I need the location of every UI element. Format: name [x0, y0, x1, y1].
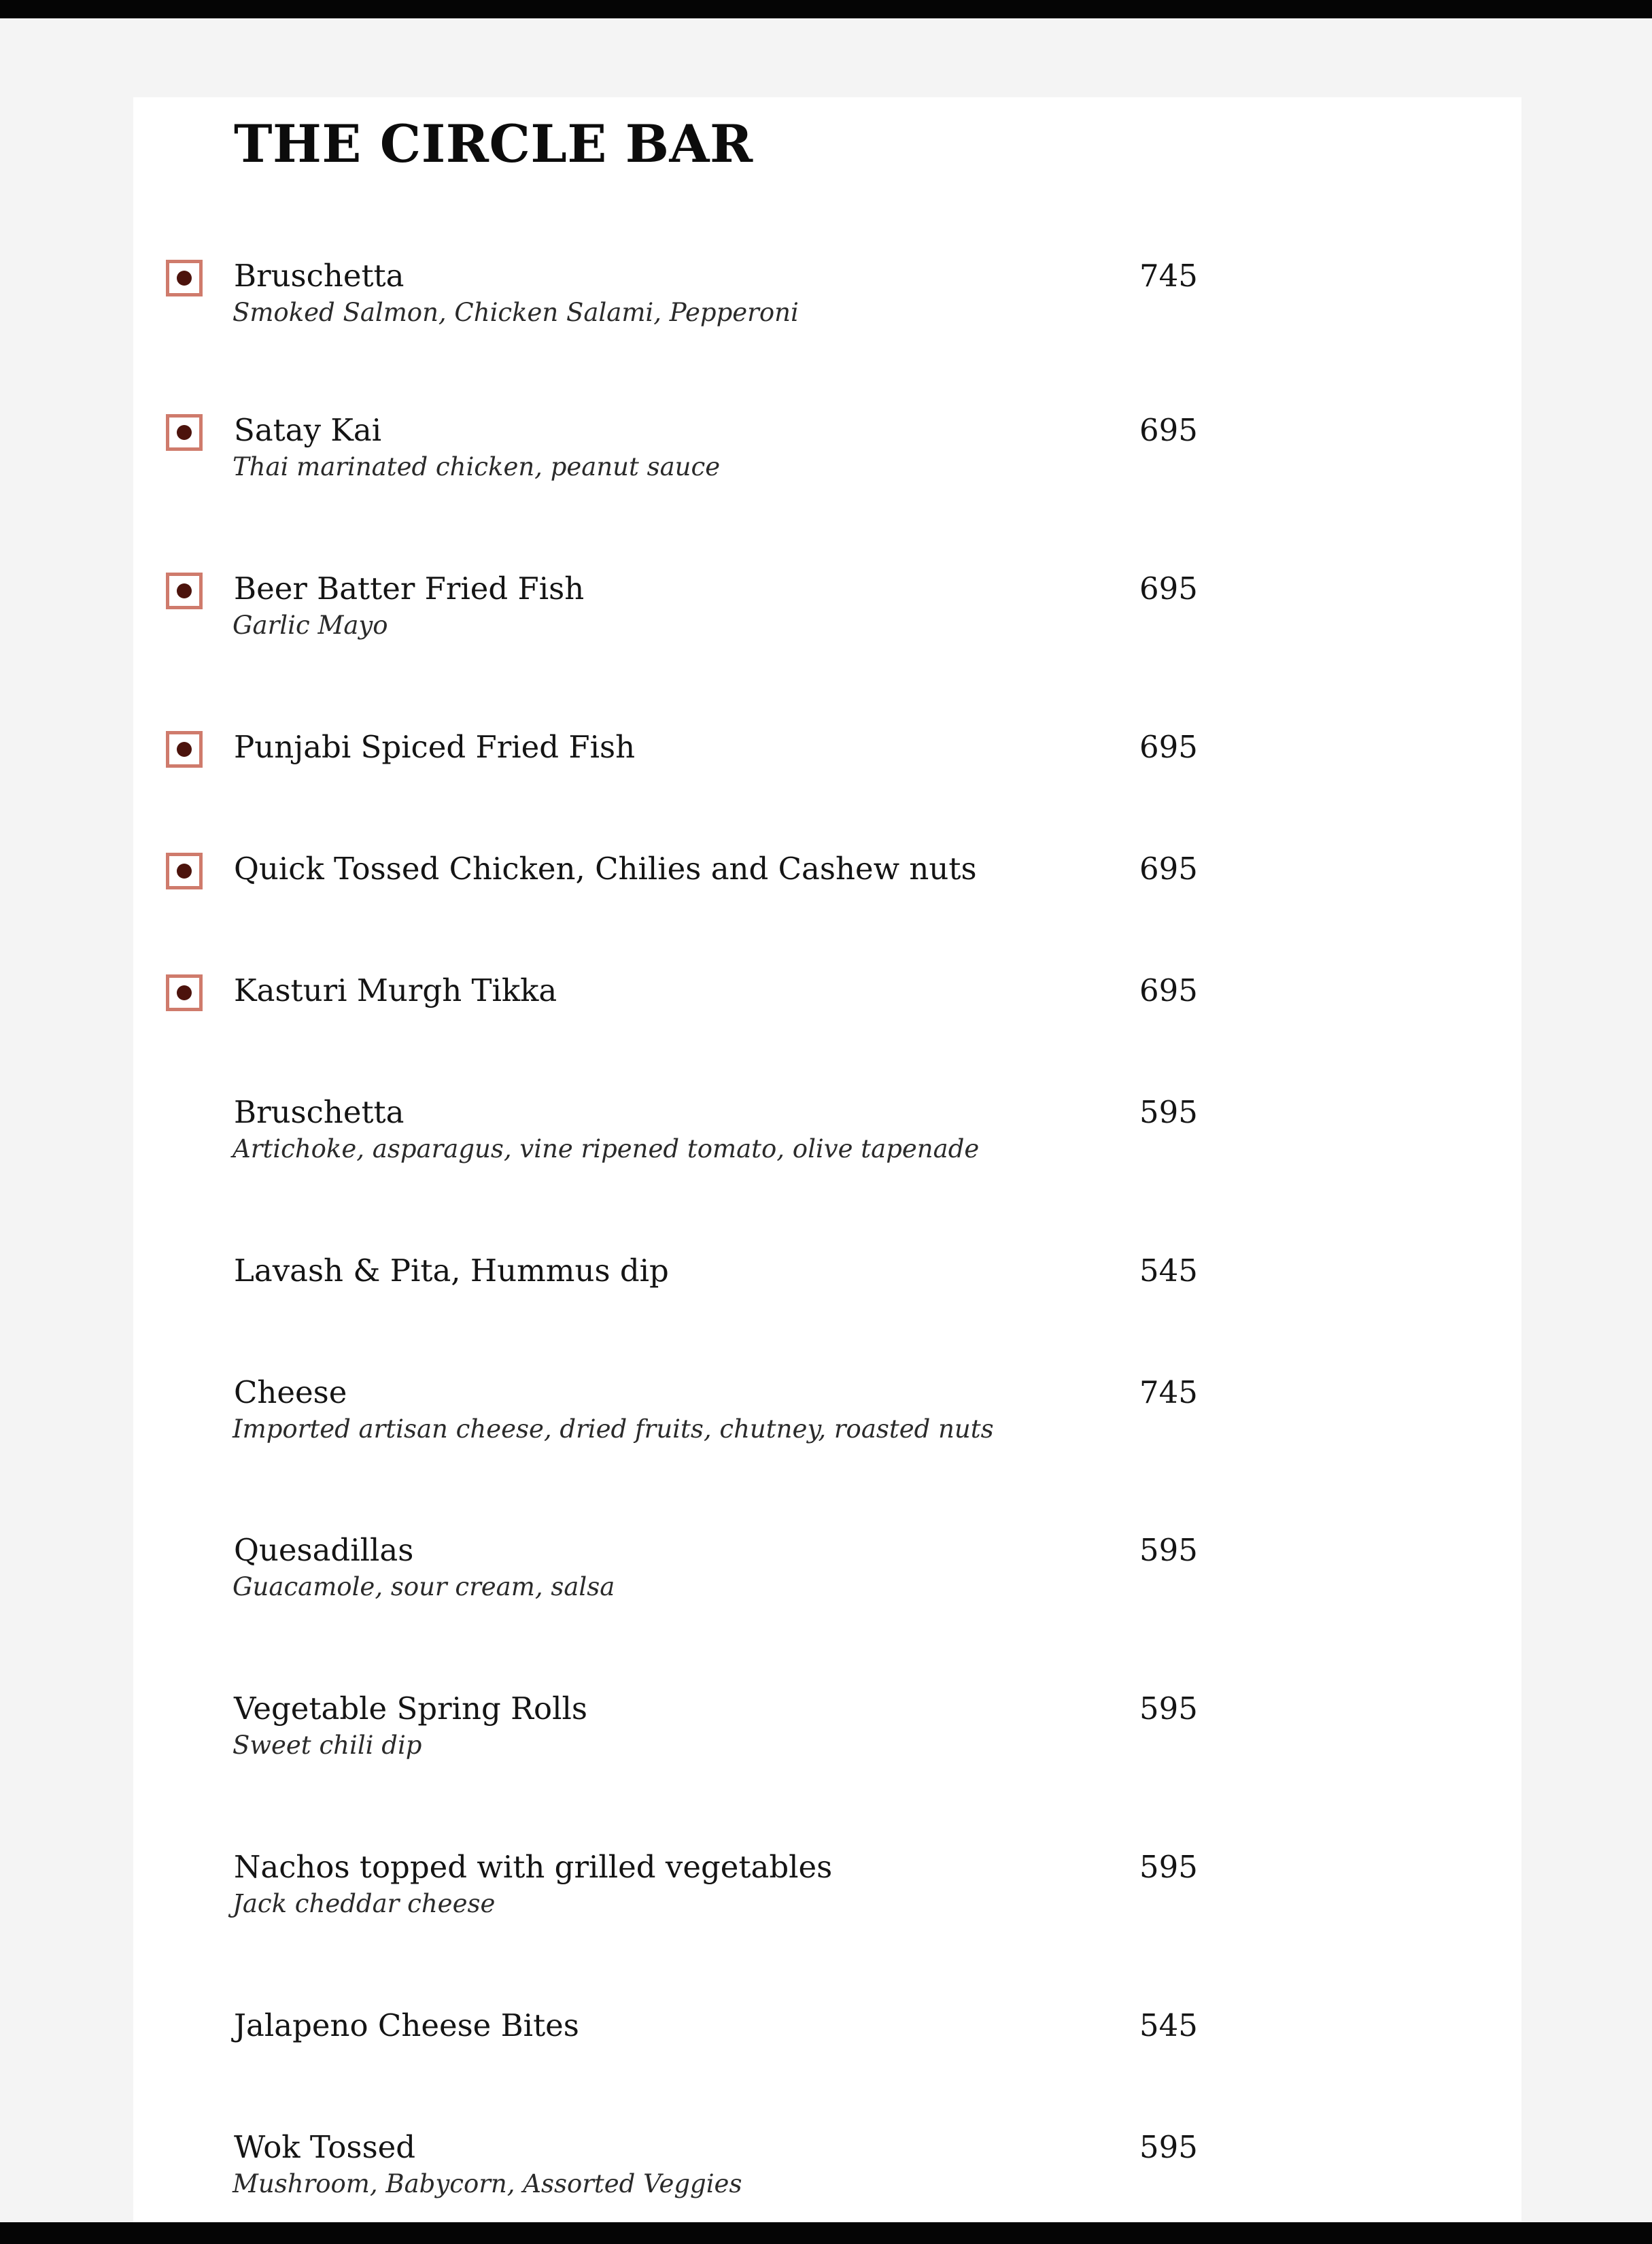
item-name: Cheese	[234, 1374, 347, 1410]
non-veg-marker-icon	[166, 731, 203, 768]
menu-title: THE CIRCLE BAR	[234, 114, 753, 174]
bottom-frame-bar	[0, 2222, 1652, 2244]
item-description: Artichoke, asparagus, vine ripened tomato, olive tapenade	[233, 1134, 980, 1163]
item-price: 695	[1139, 851, 1198, 887]
item-description: Garlic Mayo	[233, 611, 388, 640]
non-veg-marker-icon	[166, 573, 203, 609]
item-name: Quick Tossed Chicken, Chilies and Cashew nuts	[234, 851, 977, 887]
non-veg-marker-icon	[166, 414, 203, 451]
item-name: Quesadillas	[234, 1532, 414, 1568]
item-name: Wok Tossed	[234, 2129, 416, 2165]
item-name: Satay Kai	[234, 412, 382, 448]
item-description: Sweet chili dip	[233, 1731, 422, 1760]
item-price: 595	[1139, 2129, 1198, 2165]
item-description: Thai marinated chicken, peanut sauce	[233, 452, 721, 481]
item-name: Jalapeno Cheese Bites	[234, 2007, 579, 2043]
top-frame-bar	[0, 0, 1652, 18]
item-price: 595	[1139, 1532, 1198, 1568]
item-price: 745	[1139, 258, 1198, 294]
item-name: Lavash & Pita, Hummus dip	[234, 1253, 669, 1289]
non-veg-marker-icon	[166, 853, 203, 889]
item-price: 695	[1139, 412, 1198, 448]
item-price: 695	[1139, 972, 1198, 1008]
item-price: 595	[1139, 1849, 1198, 1885]
non-veg-marker-icon	[166, 260, 203, 296]
menu-page	[133, 97, 1521, 2222]
item-price: 745	[1139, 1374, 1198, 1410]
item-description: Jack cheddar cheese	[233, 1889, 496, 1918]
item-price: 545	[1139, 1253, 1198, 1289]
item-name: Bruschetta	[234, 1094, 405, 1130]
item-name: Kasturi Murgh Tikka	[234, 972, 557, 1008]
item-description: Smoked Salmon, Chicken Salami, Pepperoni	[233, 298, 799, 327]
item-name: Bruschetta	[234, 258, 405, 294]
item-name: Nachos topped with grilled vegetables	[234, 1849, 833, 1885]
item-name: Beer Batter Fried Fish	[234, 571, 585, 607]
item-price: 595	[1139, 1690, 1198, 1727]
item-name: Punjabi Spiced Fried Fish	[234, 729, 636, 765]
item-description: Mushroom, Babycorn, Assorted Veggies	[233, 2169, 742, 2198]
item-price: 695	[1139, 571, 1198, 607]
non-veg-marker-icon	[166, 974, 203, 1011]
item-price: 545	[1139, 2007, 1198, 2043]
item-description: Guacamole, sour cream, salsa	[233, 1572, 615, 1601]
item-price: 595	[1139, 1094, 1198, 1130]
item-description: Imported artisan cheese, dried fruits, chutney, roasted nuts	[233, 1414, 994, 1444]
item-name: Vegetable Spring Rolls	[234, 1690, 587, 1727]
item-price: 695	[1139, 729, 1198, 765]
